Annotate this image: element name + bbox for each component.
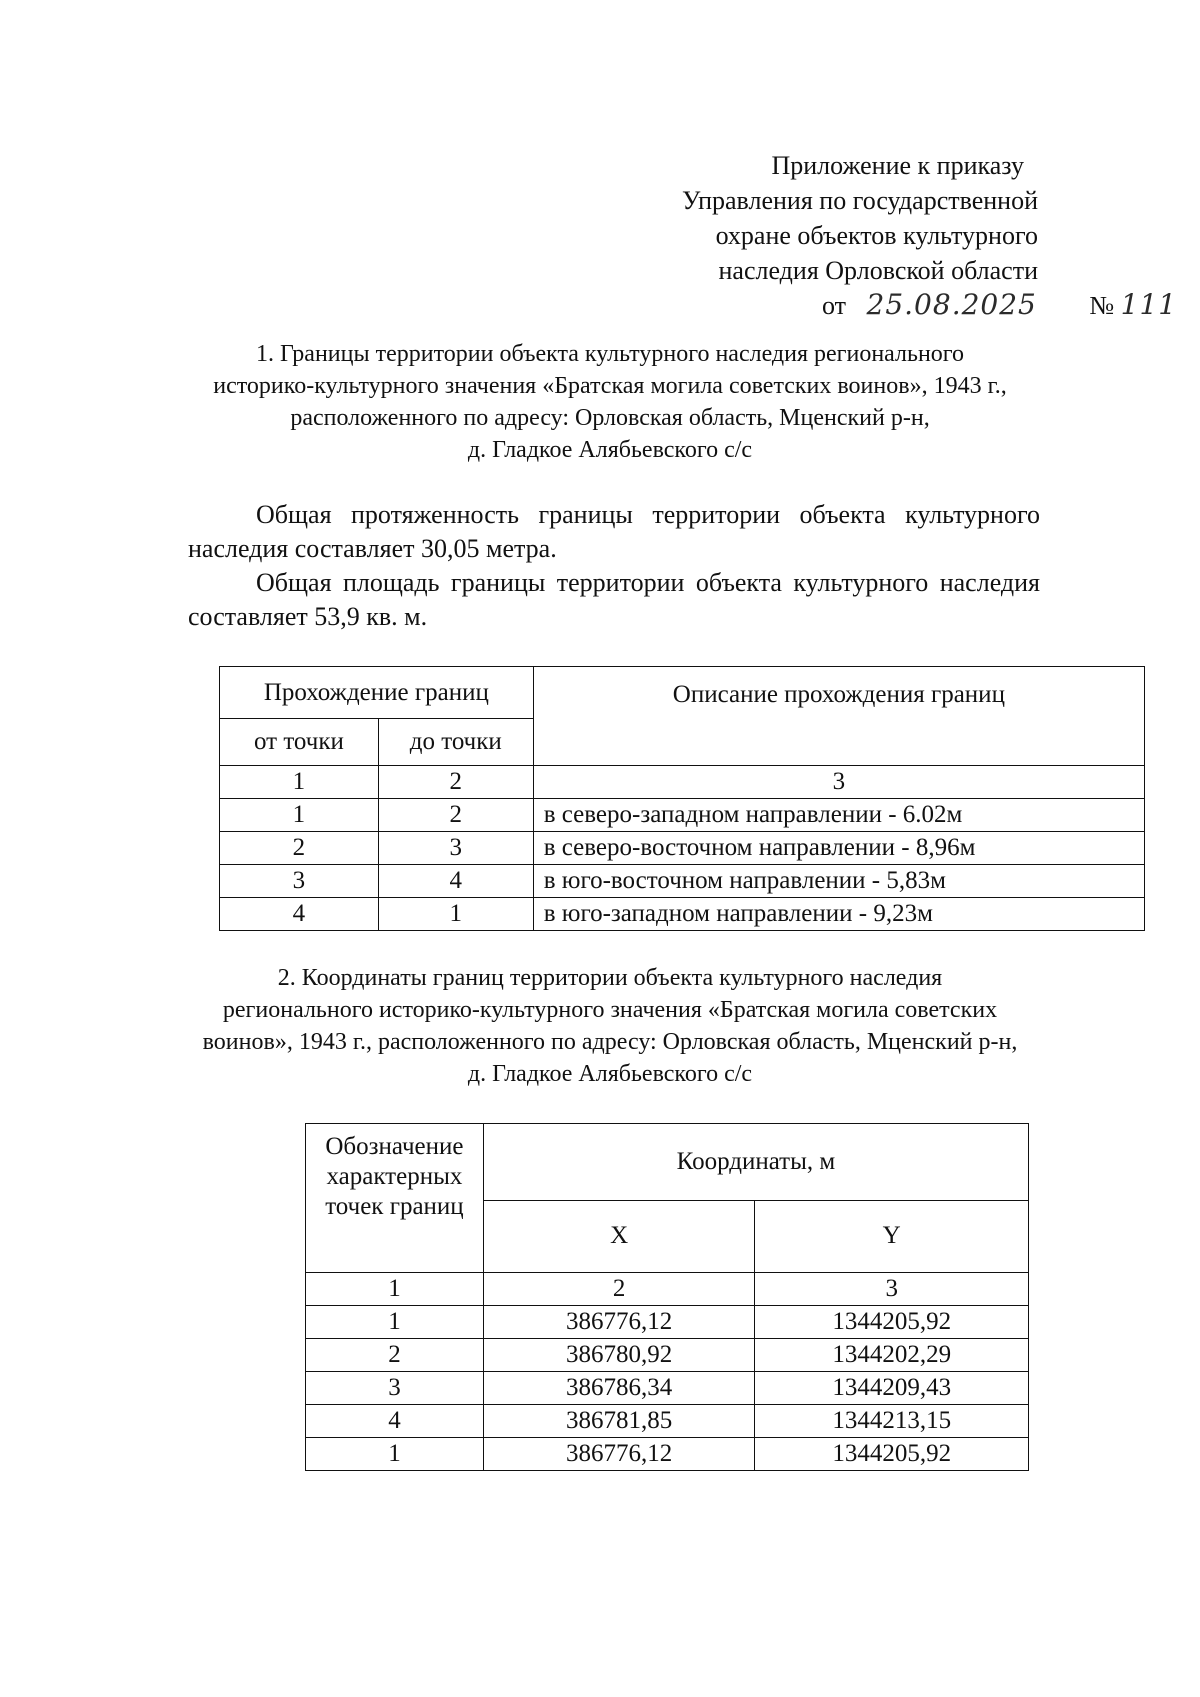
column-number-row [306,1273,1029,1306]
table-row [220,832,1145,865]
title-line: д. Гладкое Алябьевского с/с [467,1061,753,1087]
area-line1: Общая площадь границы территории объекта культурного наследия [256,568,1040,597]
y-cell: 1344213,15 [755,1405,1029,1438]
description-cell: в юго-восточном направлении - 5,83м [533,865,1144,898]
table-row [306,1405,1029,1438]
header-line: охране объектов культурного [715,221,1038,250]
x-cell: 386786,34 [483,1372,755,1405]
header-to-point: до точки [378,719,533,766]
header-points: Обозначение характерных точек границ [306,1124,484,1273]
description-cell: в северо-западном направлении - 6.02м [533,799,1144,832]
point-cell: 1 [306,1306,484,1339]
title-line: воинов», 1943 г., расположенного по адресу: Орловская область, Мценский р-н, [202,1029,1018,1055]
section1-text [188,498,1040,634]
title-line: 1. Границы территории объекта культурного наследия регионального [255,341,965,367]
y-cell: 1344209,43 [755,1372,1029,1405]
x-cell: 386776,12 [483,1438,755,1471]
number-label: № [1089,291,1115,320]
title-line: регионального историко-культурного значения «Братская могила советских [222,997,998,1023]
to-cell: 2 [378,799,533,832]
x-cell: 386780,92 [483,1339,755,1372]
header-line: наследия Орловской области [718,256,1038,285]
handwritten-number: 111 [1120,288,1178,321]
boundaries-table [219,666,1145,931]
header-description: Описание прохождения границ [533,667,1144,766]
header-y: Y [755,1200,1029,1272]
order-date-line [822,290,1177,321]
length-line2: наследия составляет 30,05 метра. [188,534,557,563]
section2-title [180,962,1040,1090]
header-boundary-passage: Прохождение границ [220,667,534,719]
column-number: 1 [306,1273,484,1306]
column-number: 3 [533,766,1144,799]
from-cell: 1 [220,799,379,832]
x-cell: 386776,12 [483,1306,755,1339]
from-cell: 2 [220,832,379,865]
table-row [306,1339,1029,1372]
title-line: д. Гладкое Алябьевского с/с [467,437,753,463]
to-cell: 1 [378,898,533,931]
point-cell: 2 [306,1339,484,1372]
title-line: 2. Координаты границ территории объекта культурного наследия [277,965,943,991]
point-cell: 1 [306,1438,484,1471]
length-line1: Общая протяженность границы территории объекта культурного [256,500,1040,529]
appendix-header [682,148,1038,288]
y-cell: 1344205,92 [755,1438,1029,1471]
y-cell: 1344202,29 [755,1339,1029,1372]
x-cell: 386781,85 [483,1405,755,1438]
handwritten-date: 25.08.2025 [866,288,1037,321]
description-cell: в северо-восточном направлении - 8,96м [533,832,1144,865]
header-x: X [483,1200,755,1272]
description-cell: в юго-западном направлении - 9,23м [533,898,1144,931]
header-line: Управления по государственной [681,186,1038,215]
area-line2: составляет 53,9 кв. м. [188,602,428,631]
table-row [220,865,1145,898]
table-row [220,799,1145,832]
header-line: Приложение к приказу [771,151,1024,180]
title-line: расположенного по адресу: Орловская область, Мценский р-н, [290,405,930,431]
header-coordinates: Координаты, м [483,1124,1028,1201]
table-row [220,898,1145,931]
coordinates-table [305,1123,1029,1471]
column-number-row [220,766,1145,799]
y-cell: 1344205,92 [755,1306,1029,1339]
from-label: от [822,291,847,320]
table-row [306,1372,1029,1405]
table-row [306,1306,1029,1339]
to-cell: 4 [378,865,533,898]
header-from-point: от точки [220,719,379,766]
point-cell: 3 [306,1372,484,1405]
title-line: историко-культурного значения «Братская могила советских воинов», 1943 г., [213,373,1007,399]
section1-title [180,338,1040,466]
from-cell: 4 [220,898,379,931]
column-number: 1 [220,766,379,799]
column-number: 2 [483,1273,755,1306]
table-row [306,1438,1029,1471]
column-number: 3 [755,1273,1029,1306]
to-cell: 3 [378,832,533,865]
point-cell: 4 [306,1405,484,1438]
from-cell: 3 [220,865,379,898]
column-number: 2 [378,766,533,799]
